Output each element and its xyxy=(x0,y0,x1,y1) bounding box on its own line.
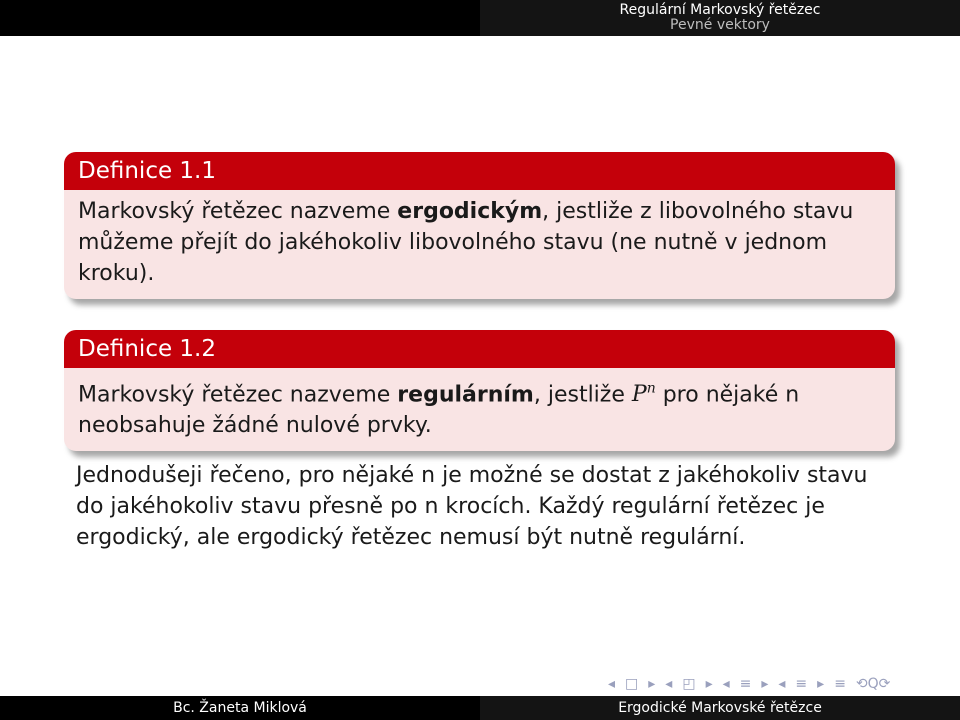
prev-subsection-icon[interactable]: ◂ xyxy=(665,676,673,692)
headline-bar xyxy=(0,0,960,36)
definition-title: Definice 1.2 xyxy=(64,330,895,368)
next-frame-icon[interactable]: ▸ xyxy=(648,676,656,692)
definition-text: Markovský řetězec nazveme xyxy=(78,199,398,224)
headline-left xyxy=(0,0,480,36)
matrix-power: $P^n$ xyxy=(631,381,656,408)
subsection-icon[interactable]: ◰ xyxy=(682,676,696,692)
prev-frame-icon[interactable]: ◂ xyxy=(608,676,616,692)
section-icon[interactable]: ≡ xyxy=(739,676,752,692)
headline-right xyxy=(480,0,960,36)
next-part-icon[interactable]: ▸ xyxy=(817,676,825,692)
definition-text: Markovský řetězec nazveme xyxy=(78,382,398,408)
section-title[interactable]: Regulární Markovský řetězec xyxy=(619,2,821,18)
next-section-icon[interactable]: ▸ xyxy=(761,676,769,692)
definition-text: pro nějaké n neobsahuje žádné nulové prvky. xyxy=(78,382,800,439)
next-subsection-icon[interactable]: ▸ xyxy=(705,676,713,692)
search-icon[interactable]: ⟲Q⟳ xyxy=(855,676,891,692)
definition-body xyxy=(64,190,895,299)
definition-term: regulárním xyxy=(397,382,534,408)
navigation-bar xyxy=(608,672,890,696)
definition-block-1 xyxy=(64,152,895,299)
prev-part-icon[interactable]: ◂ xyxy=(778,676,786,692)
definition-block-2 xyxy=(64,330,895,451)
subsection-title[interactable]: Pevné vektory xyxy=(670,17,770,33)
prev-section-icon[interactable]: ◂ xyxy=(722,676,730,692)
explanation-paragraph: Jednodušeji řečeno, pro nějaké n je možné se dostat z jakéhokoliv stavu do jakéhokoliv stavu přesně po n krocích. Každý regulární řetězec je ergodický, ale ergodický řetězec nemusí být nutně regulární. xyxy=(76,463,868,550)
part-icon[interactable]: ≡ xyxy=(795,676,808,692)
footline-bar xyxy=(0,696,960,720)
definition-title: Definice 1.1 xyxy=(64,152,895,190)
definition-text: , jestliže z libovolného stavu můžeme přejít do jakéhokoliv libovolného stavu (ne nutně v jednom kroku). xyxy=(78,199,854,286)
definition-body xyxy=(64,368,895,451)
footer-title: Ergodické Markovské řetězce xyxy=(480,696,960,720)
align-icon[interactable]: ≡ xyxy=(834,676,846,692)
definition-text: , jestliže xyxy=(533,382,632,408)
frame-icon[interactable]: □ xyxy=(625,676,639,692)
footer-author: Bc. Žaneta Miklová xyxy=(0,696,480,720)
definition-term: ergodickým xyxy=(397,199,543,224)
